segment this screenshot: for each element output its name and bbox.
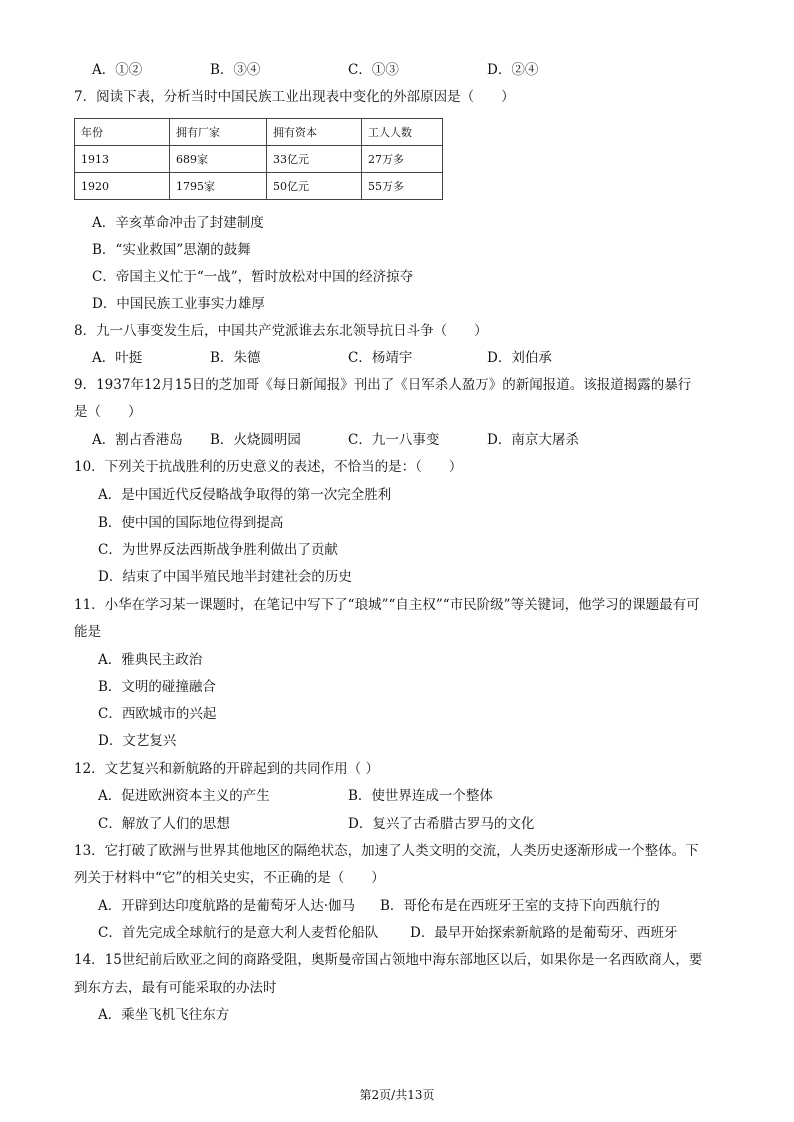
q8-stem: 8．九一八事变发生后，中国共产党派谁去东北领导抗日斗争（ ） — [74, 323, 488, 339]
table-cell: 1795家 — [170, 173, 267, 200]
q11-option-c: C．西欧城市的兴起 — [98, 706, 217, 722]
q7-option-c: C．帝国主义忙于“一战”，暂时放松对中国的经济掠夺 — [92, 269, 414, 285]
table-cell: 27万多 — [362, 146, 443, 173]
q8-option-d: D．刘伯承 — [487, 350, 552, 366]
q6-option-c: C．①③ — [348, 62, 399, 78]
q10-option-b: B．使中国的国际地位得到提高 — [98, 515, 284, 531]
table-cell: 55万多 — [362, 173, 443, 200]
q12-option-b: B．使世界连成一个整体 — [348, 788, 493, 804]
table-header-cell: 工人人数 — [362, 119, 443, 146]
table-cell: 1913 — [75, 146, 170, 173]
table-header-cell: 拥有资本 — [267, 119, 362, 146]
q11-option-b: B．文明的碰撞融合 — [98, 679, 216, 695]
q6-option-d: D．②④ — [487, 62, 539, 78]
q7-option-d: D．中国民族工业事实力雄厚 — [92, 296, 265, 312]
table-header-cell: 年份 — [75, 119, 170, 146]
q9-option-a: A．割占香港岛 — [92, 432, 183, 448]
q7-option-b: B．“实业救国”思潮的鼓舞 — [92, 242, 251, 258]
q12-option-d: D．复兴了古希腊古罗马的文化 — [348, 816, 535, 832]
q14-option-a: A．乘坐飞机飞往东方 — [98, 1007, 230, 1023]
q12-option-c: C．解放了人们的思想 — [98, 816, 230, 832]
q10-stem: 10．下列关于抗战胜利的历史意义的表述，不恰当的是：（ ） — [74, 459, 463, 475]
q9-option-c: C．九一八事变 — [348, 432, 440, 448]
q9-stem-line2: 是（ ） — [74, 404, 142, 420]
q11-stem-line2: 能是 — [74, 624, 101, 640]
q7-option-a: A．辛亥革命冲击了封建制度 — [92, 215, 264, 231]
q13-option-a: A．开辟到达印度航路的是葡萄牙人达·伽马 — [98, 898, 356, 914]
q14-stem-line1: 14．15世纪前后欧亚之间的商路受阻，奥斯曼帝国占领地中海东部地区以后，如果你是一名西欧商人，要 — [74, 952, 703, 968]
q6-option-a: A．①② — [92, 62, 143, 78]
table-row — [75, 173, 443, 200]
table-cell: 689家 — [170, 146, 267, 173]
q13-option-b: B．哥伦布是在西班牙王室的支持下向西航行的 — [380, 898, 660, 914]
q8-option-c: C．杨靖宇 — [348, 350, 413, 366]
q13-option-c: C．首先完成全球航行的是意大利人麦哲伦船队 — [98, 925, 379, 941]
q10-option-a: A．是中国近代反侵略战争取得的第一次完全胜利 — [98, 487, 392, 503]
q13-stem-line2: 列关于材料中“它”的相关史实，不正确的是（ ） — [74, 870, 385, 886]
q9-stem-line1: 9．1937年12月15日的芝加哥《每日新闻报》刊出了《日军杀人盈万》的新闻报道。该报道揭露的暴行 — [74, 377, 692, 393]
q8-option-a: A．叶挺 — [92, 350, 143, 366]
q6-option-b: B．③④ — [210, 62, 261, 78]
table-cell: 50亿元 — [267, 173, 362, 200]
q11-option-d: D．文艺复兴 — [98, 733, 177, 749]
page-number: 第2页/共13页 — [359, 1088, 435, 1102]
table-header-cell: 拥有厂家 — [170, 119, 267, 146]
q11-option-a: A．雅典民主政治 — [98, 652, 203, 668]
table-header-row — [75, 119, 443, 146]
table-cell: 1920 — [75, 173, 170, 200]
q9-option-d: D．南京大屠杀 — [487, 432, 579, 448]
table-row — [75, 146, 443, 173]
q7-table — [74, 118, 443, 200]
q10-option-c: C．为世界反法西斯战争胜利做出了贡献 — [98, 542, 338, 558]
q13-option-d: D．最早开始探索新航路的是葡萄牙、西班牙 — [410, 925, 678, 941]
q13-stem-line1: 13．它打破了欧洲与世界其他地区的隔绝状态，加速了人类文明的交流，人类历史逐渐形成一个整体。下 — [74, 843, 699, 859]
q8-option-b: B．朱德 — [210, 350, 261, 366]
q12-option-a: A．促进欧洲资本主义的产生 — [98, 788, 270, 804]
q12-stem: 12．文艺复兴和新航路的开辟起到的共同作用（ ） — [74, 761, 379, 777]
q9-option-b: B．火烧圆明园 — [210, 432, 301, 448]
q14-stem-line2: 到东方去，最有可能采取的办法时 — [74, 980, 277, 996]
q10-option-d: D．结束了中国半殖民地半封建社会的历史 — [98, 569, 352, 585]
q11-stem-line1: 11．小华在学习某一课题时，在笔记中写下了“琅城”“自主权”“市民阶级”等关键词，他学习的课题最有可 — [74, 597, 700, 613]
q7-stem: 7．阅读下表，分析当时中国民族工业出现表中变化的外部原因是（ ） — [74, 89, 515, 105]
table-cell: 33亿元 — [267, 146, 362, 173]
